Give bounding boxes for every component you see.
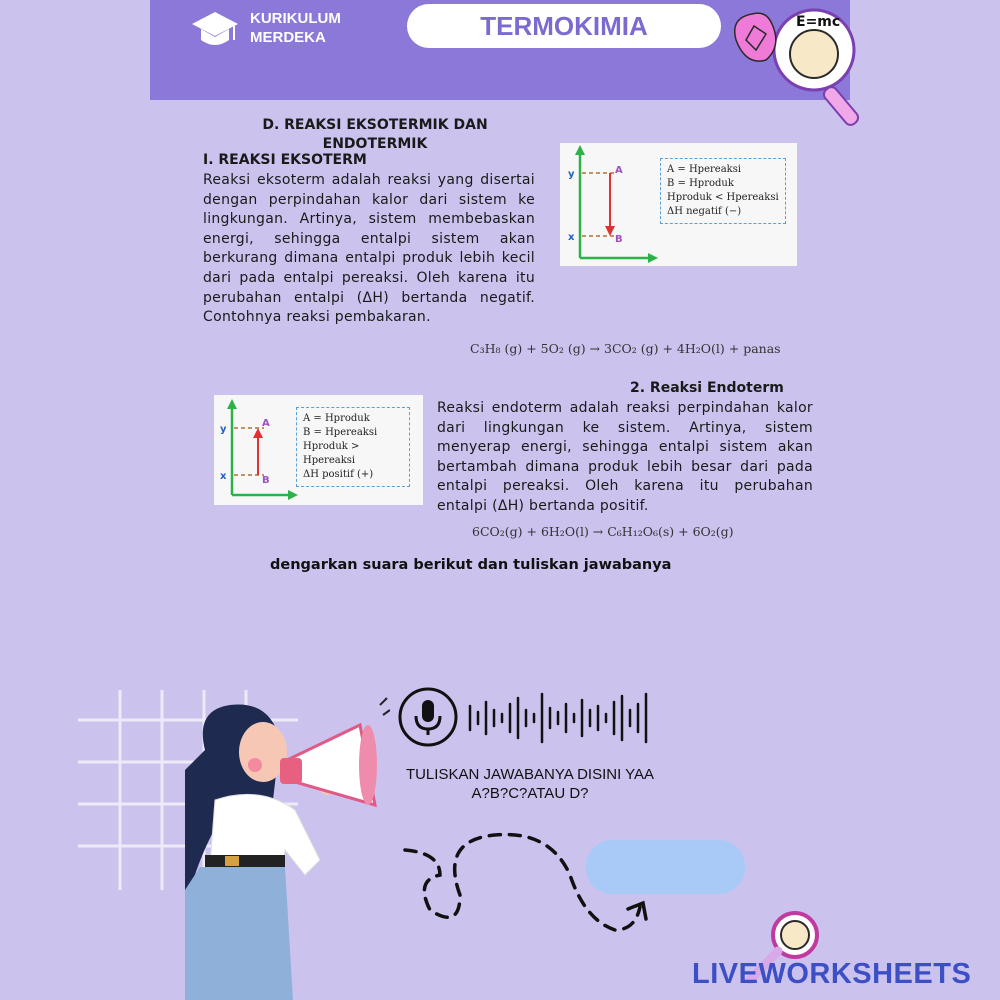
section-title-line2: ENDOTERMIK	[322, 136, 428, 152]
emc-text: E=mc	[796, 14, 841, 30]
axis-y-label: y	[220, 424, 227, 435]
sound-wave-icon[interactable]	[466, 690, 652, 746]
legend-item: ΔH positif (+)	[303, 469, 374, 480]
microphone-icon[interactable]	[397, 686, 459, 748]
legend-item: B = Hpereaksi	[303, 427, 378, 438]
legend-item: A = Hproduk	[303, 413, 370, 424]
endothermic-body: Reaksi endoterm adalah reaksi perpindahan kalor dari lingkungan ke sistem. Artinya, sistem menyerap energi, sehingga entalpi sistem akan bertambah dimana produk lebih besar dari pada entalpi pereaksi. Oleh karena itu perubahan entalpi (ΔH) bertanda positif.	[437, 400, 813, 514]
legend-item: ΔH negatif (−)	[667, 206, 742, 217]
endothermic-equation: 6CO₂(g) + 6H₂O(l) → C₆H₁₂O₆(s) + 6O₂(g)	[472, 524, 734, 539]
endothermic-diagram	[214, 395, 423, 505]
graduation-cap-icon	[190, 8, 240, 52]
legend-item: B = Hproduk	[667, 178, 734, 189]
section-title	[240, 116, 510, 154]
point-b-label: B	[262, 475, 270, 486]
exothermic-equation: C₃H₈ (g) + 5O₂ (g) → 3CO₂ (g) + 4H₂O(l) + panas	[470, 341, 781, 356]
y-axis-arrow-icon	[575, 145, 585, 155]
point-b-label: B	[615, 234, 623, 245]
legend-item: Hproduk > Hpereaksi	[303, 441, 360, 466]
axis-x-label: x	[220, 471, 227, 482]
answer-prompt	[385, 765, 675, 803]
answer-prompt-line2: A?B?C?ATAU D?	[471, 785, 589, 802]
endothermic-legend	[296, 407, 410, 487]
endothermic-enthalpy-graph	[214, 395, 299, 505]
up-arrow-icon	[253, 428, 263, 438]
endothermic-subtitle: 2. Reaksi Endoterm	[630, 380, 784, 396]
exothermic-diagram	[560, 143, 797, 266]
x-axis-arrow-icon	[288, 490, 298, 500]
answer-input[interactable]	[586, 840, 745, 894]
answer-prompt-line1: TULISKAN JAWABANYA DISINI YAA	[405, 766, 655, 783]
woman-megaphone-illustration	[185, 690, 390, 1000]
page-title-pill	[407, 4, 721, 48]
brand-line1: KURIKULUM	[250, 10, 341, 27]
exothermic-body: Reaksi eksoterm adalah reaksi yang disertai dengan perpindahan kalor dari sistem ke lingkungan. Artinya, sistem membebaskan energi, sehingga entalpi sistem akan berkurang dimana entalpi produk lebih kecil dari pada entalpi pereaksi. Oleh karena itu perubahan entalpi (ΔH) bertanda negatif. Contohnya reaksi pembakaran.	[203, 172, 535, 326]
magnifier-emc-decoration-icon	[726, 0, 876, 135]
exothermic-subtitle: I. REAKSI EKSOTERM	[203, 152, 367, 168]
page-title: TERMOKIMIA	[480, 10, 648, 41]
x-axis-arrow-icon	[648, 253, 658, 263]
down-arrow-icon	[605, 226, 615, 236]
listening-instruction: dengarkan suara berikut dan tuliskan jawabanya	[270, 557, 672, 573]
section-title-line1: D. REAKSI EKSOTERMIK DAN	[262, 117, 488, 133]
exothermic-legend	[660, 158, 786, 224]
brand-line2: MERDEKA	[250, 29, 326, 46]
legend-item: A = Hpereaksi	[667, 164, 742, 175]
exothermic-enthalpy-graph	[560, 143, 660, 266]
axis-y-label: y	[568, 169, 575, 180]
y-axis-arrow-icon	[227, 399, 237, 409]
legend-item: Hproduk < Hpereaksi	[667, 192, 779, 203]
axis-x-label: x	[568, 232, 575, 243]
point-a-label: A	[262, 418, 270, 429]
point-a-label: A	[615, 165, 623, 176]
brand-text	[250, 9, 341, 47]
liveworksheets-logo: LIVEWORKSHEETS	[692, 958, 972, 990]
